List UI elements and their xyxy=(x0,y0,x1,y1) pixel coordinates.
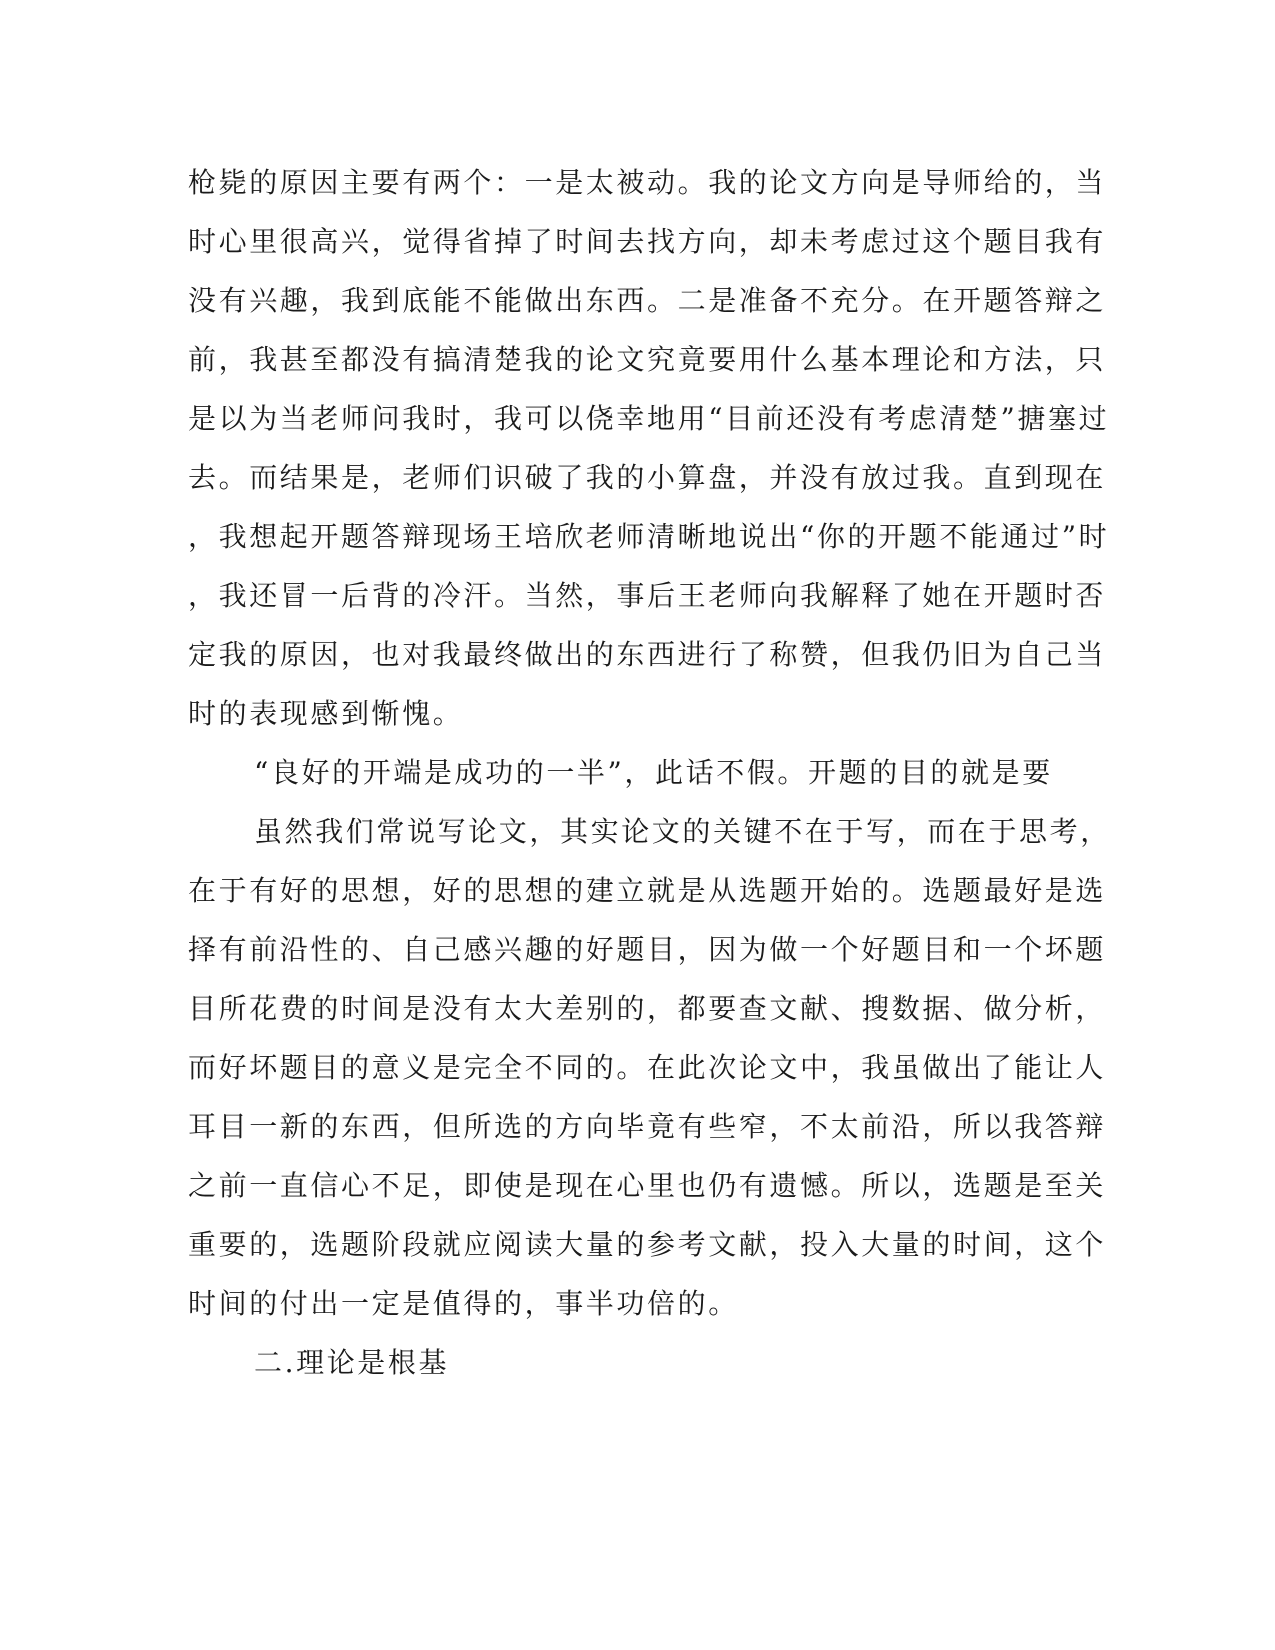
paragraph-3-line-4: 目所花费的时间是没有太大差别的，都要查文献、搜数据、做分析， xyxy=(188,992,1107,1025)
paragraph-3-line-8: 重要的，选题阶段就应阅读大量的参考文献，投入大量的时间，这个 xyxy=(188,1228,1107,1261)
paragraph-1-line-3: 没有兴趣，我到底能不能做出东西。二是准备不充分。在开题答辩之 xyxy=(188,284,1107,317)
paragraph-1-line-8: ，我还冒一后背的冷汗。当然，事后王老师向我解释了她在开题时否 xyxy=(188,579,1107,612)
paragraph-1-line-1: 枪毙的原因主要有两个：一是太被动。我的论文方向是导师给的，当 xyxy=(188,166,1107,199)
paragraph-3-line-7: 之前一直信心不足，即使是现在心里也仍有遗憾。所以，选题是至关 xyxy=(188,1169,1107,1202)
paragraph-3-line-6: 耳目一新的东西，但所选的方向毕竟有些窄，不太前沿，所以我答辩 xyxy=(188,1110,1107,1143)
paragraph-1-line-10: 时的表现感到惭愧。 xyxy=(188,697,464,730)
paragraph-3-line-2: 在于有好的思想，好的思想的建立就是从选题开始的。选题最好是选 xyxy=(188,874,1107,907)
paragraph-1-line-6: 去。而结果是，老师们识破了我的小算盘，并没有放过我。直到现在 xyxy=(188,461,1107,494)
paragraph-3-line-5: 而好坏题目的意义是完全不同的。在此次论文中，我虽做出了能让人 xyxy=(188,1051,1107,1084)
paragraph-2-line-1: “良好的开端是成功的一半”，此话不假。开题的目的就是要 xyxy=(254,756,1053,789)
paragraph-1-line-9: 定我的原因，也对我最终做出的东西进行了称赞，但我仍旧为自己当 xyxy=(188,638,1107,671)
section-heading-2: 二.理论是根基 xyxy=(254,1346,450,1379)
paragraph-1-line-7: ，我想起开题答辩现场王培欣老师清晰地说出“你的开题不能通过”时 xyxy=(188,520,1110,553)
paragraph-1-line-2: 时心里很高兴，觉得省掉了时间去找方向，却未考虑过这个题目我有 xyxy=(188,225,1107,258)
paragraph-3-line-9: 时间的付出一定是值得的，事半功倍的。 xyxy=(188,1287,739,1320)
paragraph-3-line-3: 择有前沿性的、自己感兴趣的好题目，因为做一个好题目和一个坏题 xyxy=(188,933,1107,966)
paragraph-1-line-5: 是以为当老师问我时，我可以侥幸地用“目前还没有考虑清楚”搪塞过 xyxy=(188,402,1110,435)
paragraph-1-line-4: 前，我甚至都没有搞清楚我的论文究竟要用什么基本理论和方法，只 xyxy=(188,343,1107,376)
paragraph-3-line-1: 虽然我们常说写论文，其实论文的关键不在于写，而在于思考， xyxy=(254,815,1111,848)
